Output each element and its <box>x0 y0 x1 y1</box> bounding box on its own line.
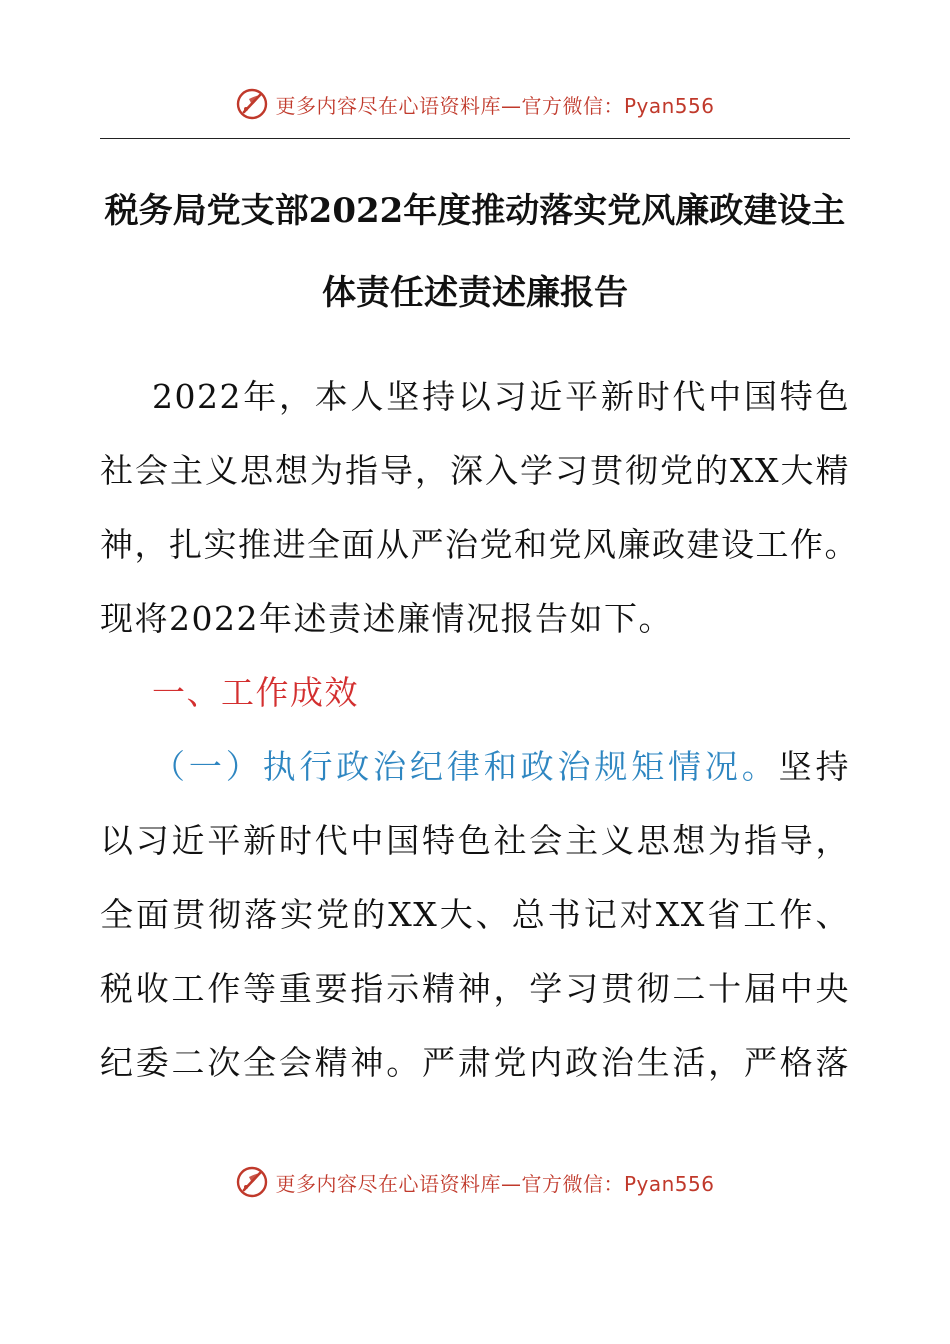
subsection-line-4: 税收工作等重要指示精神，学习贯彻二十届中央 <box>100 969 850 1008</box>
intro-line-4: 现将2022年述责述廉情况报告如下。 <box>100 599 673 638</box>
header-watermark-text: 更多内容尽在心语资料库—官方微信：Pyan556 <box>275 93 715 118</box>
quill-logo-icon <box>235 1165 269 1199</box>
subsection-line-5: 纪委二次全会精神。严肃党内政治生活，严格落 <box>100 1043 850 1082</box>
document-title-line-2: 体责任述责述廉报告 <box>322 273 628 313</box>
document-body <box>100 360 859 1100</box>
subsection-line-3: 全面贯彻落实党的XX大、总书记对XX省工作、 <box>100 895 850 934</box>
footer-watermark-text: 更多内容尽在心语资料库—官方微信：Pyan556 <box>275 1171 715 1196</box>
footer-watermark <box>0 1162 950 1202</box>
intro-line-2: 社会主义思想为指导，深入学习贯彻党的XX大精 <box>100 451 850 490</box>
subsection-line-2: 以习近平新时代中国特色社会主义思想为指导， <box>100 821 850 860</box>
document-title <box>100 170 850 334</box>
header-divider <box>100 138 850 139</box>
header-watermark <box>0 84 950 124</box>
intro-line-1: 2022年，本人坚持以习近平新时代中国特色 <box>152 377 850 416</box>
intro-line-3: 神，扎实推进全面从严治党和党风廉政建设工作。 <box>100 525 859 564</box>
subsection-lead-text: 坚持 <box>778 747 851 786</box>
quill-logo-icon <box>235 87 269 121</box>
section-heading-achievements: 一、工作成效 <box>152 673 359 712</box>
subsection-line-1 <box>100 730 850 804</box>
subsection-heading-political-discipline: （一）执行政治纪律和政治规矩情况。 <box>152 747 779 786</box>
document-title-line-1: 税务局党支部2022年度推动落实党风廉政建设主 <box>104 191 846 231</box>
